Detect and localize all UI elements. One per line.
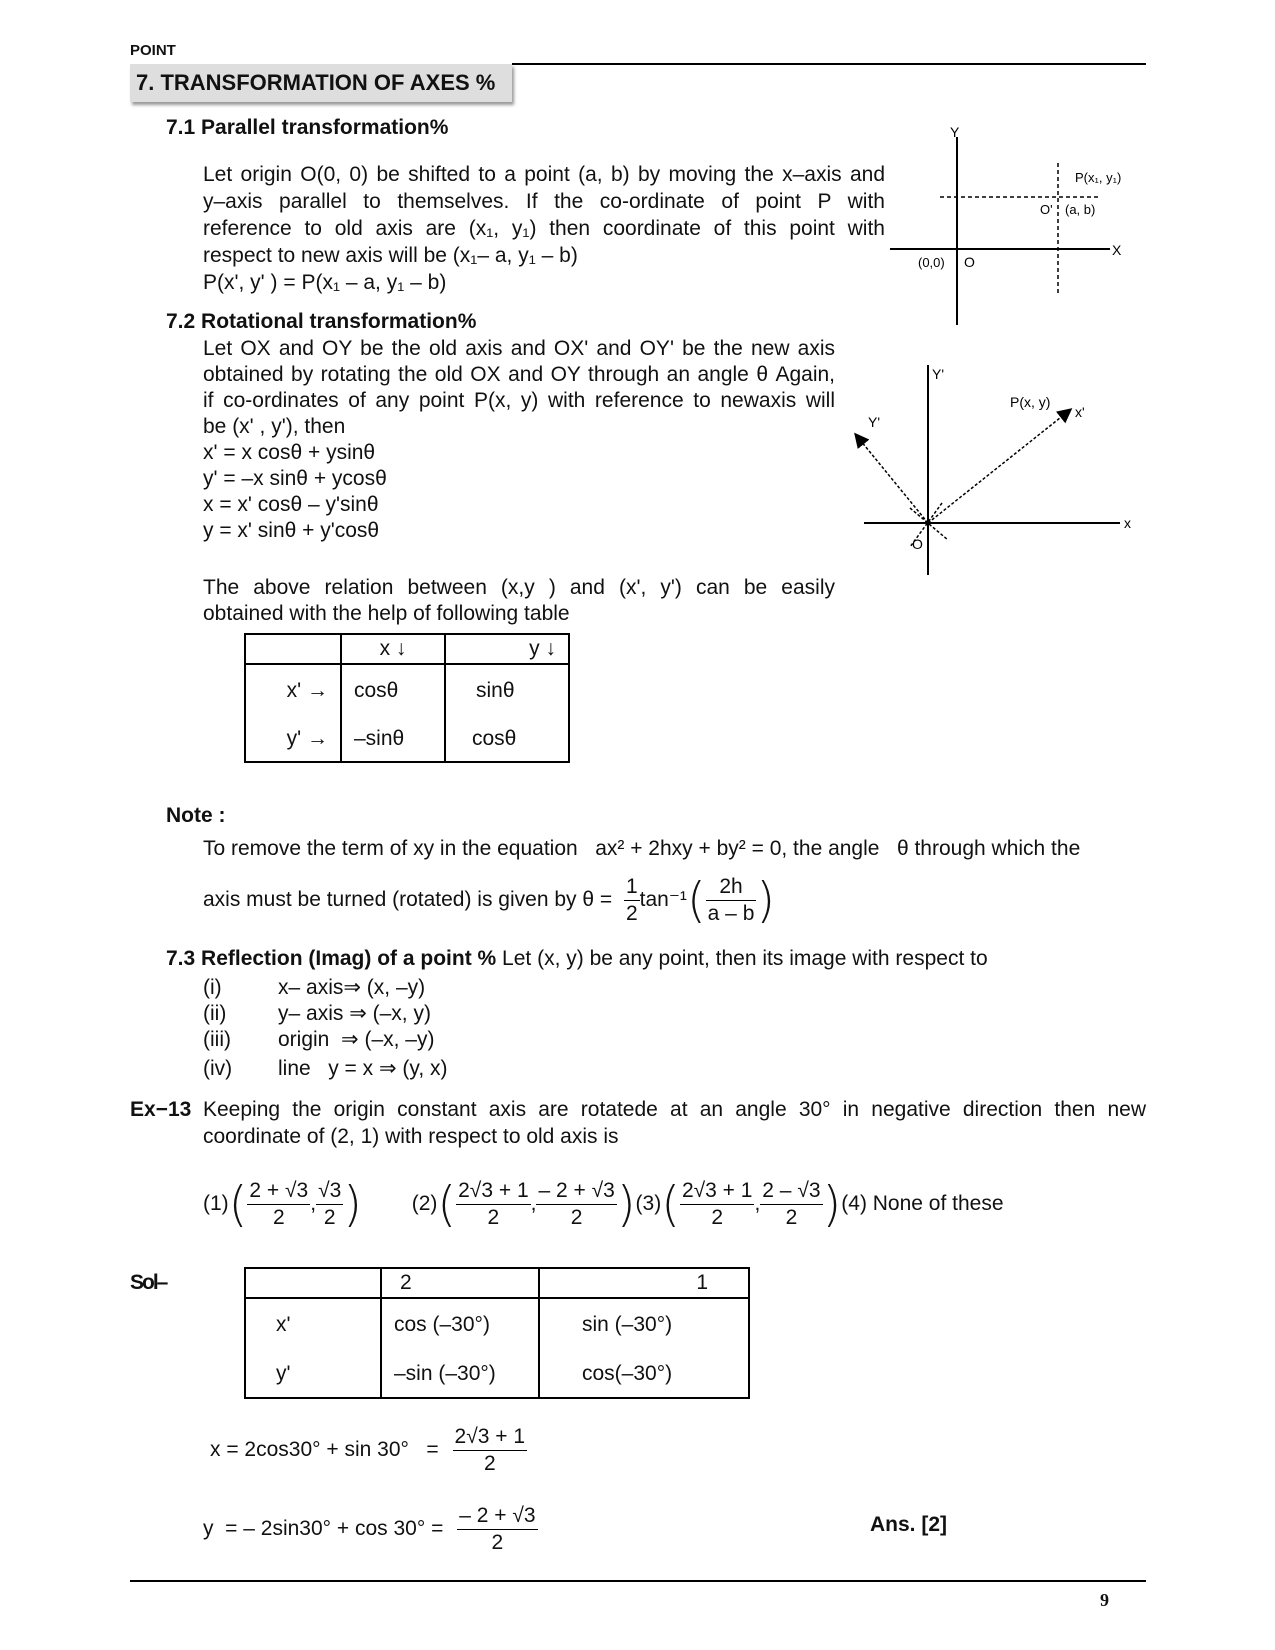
s73-line [166, 946, 988, 972]
footer-rule [130, 1580, 1146, 1582]
s73-item4-text: line y = x ⇒ (y, x) [278, 1057, 448, 1080]
option-2-frac-a [456, 1178, 531, 1231]
solution-x-fraction [453, 1424, 528, 1477]
note-line2: axis must be turned (rotated) is given by θ = [203, 888, 613, 912]
option-3-b-num: 2 – √3 [762, 1179, 821, 1202]
brand-label: POINT [130, 42, 176, 59]
rotation-table-header-y: y ↓ [445, 634, 569, 664]
solution-table-header-1: 1 [539, 1268, 749, 1298]
option-2-a-num: 2√3 + 1 [458, 1179, 529, 1202]
parallel-transformation-figure [880, 125, 1140, 325]
fig1-y-label: Y [950, 125, 960, 140]
fig2-yprime-left-label: Y' [868, 414, 881, 430]
fig2-x-label: x [1124, 515, 1131, 531]
rotational-transformation-figure [850, 365, 1140, 575]
s71-line3: reference to old axis are (x₁, y₁) then coordinate of this point with [203, 217, 885, 240]
option-2-frac-b [536, 1178, 616, 1231]
s73-item1-num: (i) [203, 976, 222, 999]
option-3-label: (3) [635, 1192, 662, 1216]
option-3-a-num: 2√3 + 1 [681, 1179, 753, 1202]
s72-eq4: y = x' sinθ + y'cosθ [203, 519, 380, 542]
option-3-a-den: 2 [680, 1204, 755, 1231]
s73-intro: Let (x, y) be any point, then its image with respect to [502, 947, 988, 970]
rotation-table-row1-y: sinθ [445, 664, 569, 716]
option-1-a-num: 2 + √3 [249, 1179, 309, 1202]
option-2-label: (2) [411, 1192, 438, 1216]
fig2-xprime-label: x' [1075, 404, 1085, 420]
option-1-label: (1) [203, 1192, 229, 1216]
s72-line4: be (x' , y'), then [203, 415, 346, 438]
s72-line3: if co-ordinates of any point P(x, y) with reference to newaxis will [203, 389, 835, 412]
note-half-fraction [624, 874, 640, 927]
solution-table-row1-c2: sin (–30°) [539, 1298, 749, 1350]
solution-y-lhs: y = – 2sin30° + cos 30° = [203, 1517, 444, 1541]
option-1-frac-b [316, 1178, 343, 1231]
solution-y-fraction [457, 1503, 537, 1556]
solution-table-header-2: 2 [381, 1268, 539, 1298]
s71-line2: y–axis parallel to themselves. If the co-ordinate of point P with [203, 190, 885, 213]
note-inner-num: 2h [719, 875, 743, 898]
option-2-b-num: – 2 + √3 [538, 1179, 615, 1202]
option-1-rparen: ) [343, 1176, 363, 1233]
solution-table-row2-label: y' [276, 1361, 291, 1385]
s71-line4: respect to new axis will be (x₁– a, y₁ – b) [203, 244, 578, 267]
rotation-table-row1-label: x' → [286, 678, 328, 702]
header-rule [512, 63, 1146, 65]
s72-eq2: y' = –x sinθ + ycosθ [203, 467, 387, 490]
fig1-ab-label: (a, b) [1065, 202, 1096, 217]
option-3-frac-a [680, 1178, 755, 1231]
s71-line1: Let origin O(0, 0) be shifted to a point (a, b) by moving the x–axis and [203, 163, 885, 186]
s72-relation-line1: The above relation between (x,y ) and (x', y') can be easily [203, 576, 835, 599]
s72-relation-line2: obtained with the help of following table [203, 602, 570, 625]
s73-item2-num: (ii) [203, 1002, 227, 1025]
option-1-lparen: ( [228, 1176, 248, 1233]
heading-7-1: 7.1 Parallel transformation% [166, 116, 449, 139]
s73-item2-text: y– axis ⇒ (–x, y) [278, 1002, 431, 1025]
s71-line5: P(x', y' ) = P(x₁ – a, y₁ – b) [203, 271, 447, 294]
note-half-num: 1 [625, 875, 638, 898]
solution-label: Sol– [130, 1271, 167, 1294]
option-1-frac-a [247, 1178, 310, 1231]
example-question-line1: Keeping the origin constant axis are rotatede at an angle 30° in negative direction then new [203, 1098, 1146, 1121]
s73-item3-text: origin ⇒ (–x, –y) [278, 1028, 435, 1051]
option-2-a-den: 2 [456, 1204, 531, 1231]
rotation-table-row2-y: cosθ [445, 716, 569, 762]
example-options: (1)( $\frac{2 + √3}{2}$ , $\frac{√3}{2}$ ) (2)( $\frac{2√3 + 1}{2}$ , $\frac{- 2 + √3}{2}$ )(3)( $\frac{2√3 + 1}{2}$ , $\frac{2 - √3}{2}$ )(4) None of these [203, 1176, 1004, 1233]
option-3-rparen: ) [822, 1176, 842, 1233]
note-right-paren: ) [756, 872, 776, 929]
s73-item3-num: (iii) [203, 1028, 231, 1051]
s72-eq3: x = x' cosθ – y'sinθ [203, 493, 379, 516]
solution-y-equation [203, 1503, 538, 1556]
note-left-paren: ( [686, 872, 706, 929]
solution-x-equation [210, 1424, 527, 1477]
solution-x-lhs: x = 2cos30° + sin 30° = [210, 1438, 439, 1462]
page-number: 9 [1100, 1590, 1109, 1610]
solution-table-row2-c2: cos(–30°) [539, 1350, 749, 1398]
note-inner-fraction [706, 874, 757, 927]
fig1-o-label: O [964, 254, 975, 270]
heading-7-3: 7.3 Reflection (Imag) of a point % [166, 947, 497, 970]
fig2-point-label: P(x, y) [1010, 394, 1051, 410]
solution-x-den: 2 [453, 1450, 528, 1477]
rotation-table-header-x: x ↓ [341, 634, 445, 664]
fig1-origin-label: (0,0) [918, 255, 945, 270]
solution-table [244, 1267, 750, 1399]
option-2-rparen: ) [616, 1176, 636, 1233]
option-2-lparen: ( [437, 1176, 457, 1233]
solution-y-num: – 2 + √3 [459, 1504, 536, 1527]
note-inner-den: a – b [707, 902, 755, 925]
note-half-den: 2 [625, 902, 638, 925]
fig1-oprime-label: O' [1040, 202, 1053, 217]
option-3-b-den: 2 [760, 1204, 822, 1231]
s72-eq1: x' = x cosθ + ysinθ [203, 441, 376, 464]
heading-7-2: 7.2 Rotational transformation% [166, 310, 477, 333]
fig1-point-label: P(x₁, y₁) [1075, 170, 1122, 185]
solution-y-den: 2 [457, 1529, 537, 1556]
option-3-lparen: ( [661, 1176, 680, 1233]
option-3-frac-b [760, 1178, 822, 1231]
example-question-line2: coordinate of (2, 1) with respect to old axis is [203, 1125, 619, 1148]
answer-label: Ans. [2] [870, 1513, 948, 1536]
fig2-o-label: O [912, 536, 923, 552]
solution-table-row1-label: x' [276, 1312, 291, 1336]
s72-line2: obtained by rotating the old OX and OY through an angle θ Again, [203, 363, 835, 386]
s73-item4-num: (iv) [203, 1057, 233, 1080]
option-4: (4) None of these [841, 1192, 1004, 1216]
solution-table-row2-c1: –sin (–30°) [381, 1350, 539, 1398]
note-heading: Note : [166, 804, 226, 827]
s73-item1-text: x– axis⇒ (x, –y) [278, 976, 426, 999]
option-1-b-den: 2 [316, 1204, 343, 1231]
example-label: Ex−13 [130, 1098, 192, 1121]
fig2-yprime-top-label: Y' [932, 366, 945, 382]
note-tan: tan⁻¹ [639, 888, 687, 912]
solution-table-row1-c1: cos (–30°) [381, 1298, 539, 1350]
rotation-table [244, 633, 570, 763]
fig1-x-label: X [1112, 242, 1122, 258]
rotation-table-row2-x: –sinθ [341, 716, 445, 762]
option-2-b-den: 2 [536, 1204, 616, 1231]
note-line1: To remove the term of xy in the equation ax² + 2hxy + by² = 0, the angle θ through which the [203, 837, 1081, 860]
note-formula [203, 874, 775, 927]
solution-x-num: 2√3 + 1 [454, 1425, 526, 1448]
rotation-table-row1-x: cosθ [341, 664, 445, 716]
s72-line1: Let OX and OY be the old axis and OX' and OY' be the new axis [203, 337, 835, 360]
section-title: 7. TRANSFORMATION OF AXES % [136, 70, 496, 95]
option-1-b-num: √3 [318, 1179, 342, 1202]
option-1-a-den: 2 [247, 1204, 310, 1231]
rotation-table-row2-label: y' → [286, 726, 328, 750]
